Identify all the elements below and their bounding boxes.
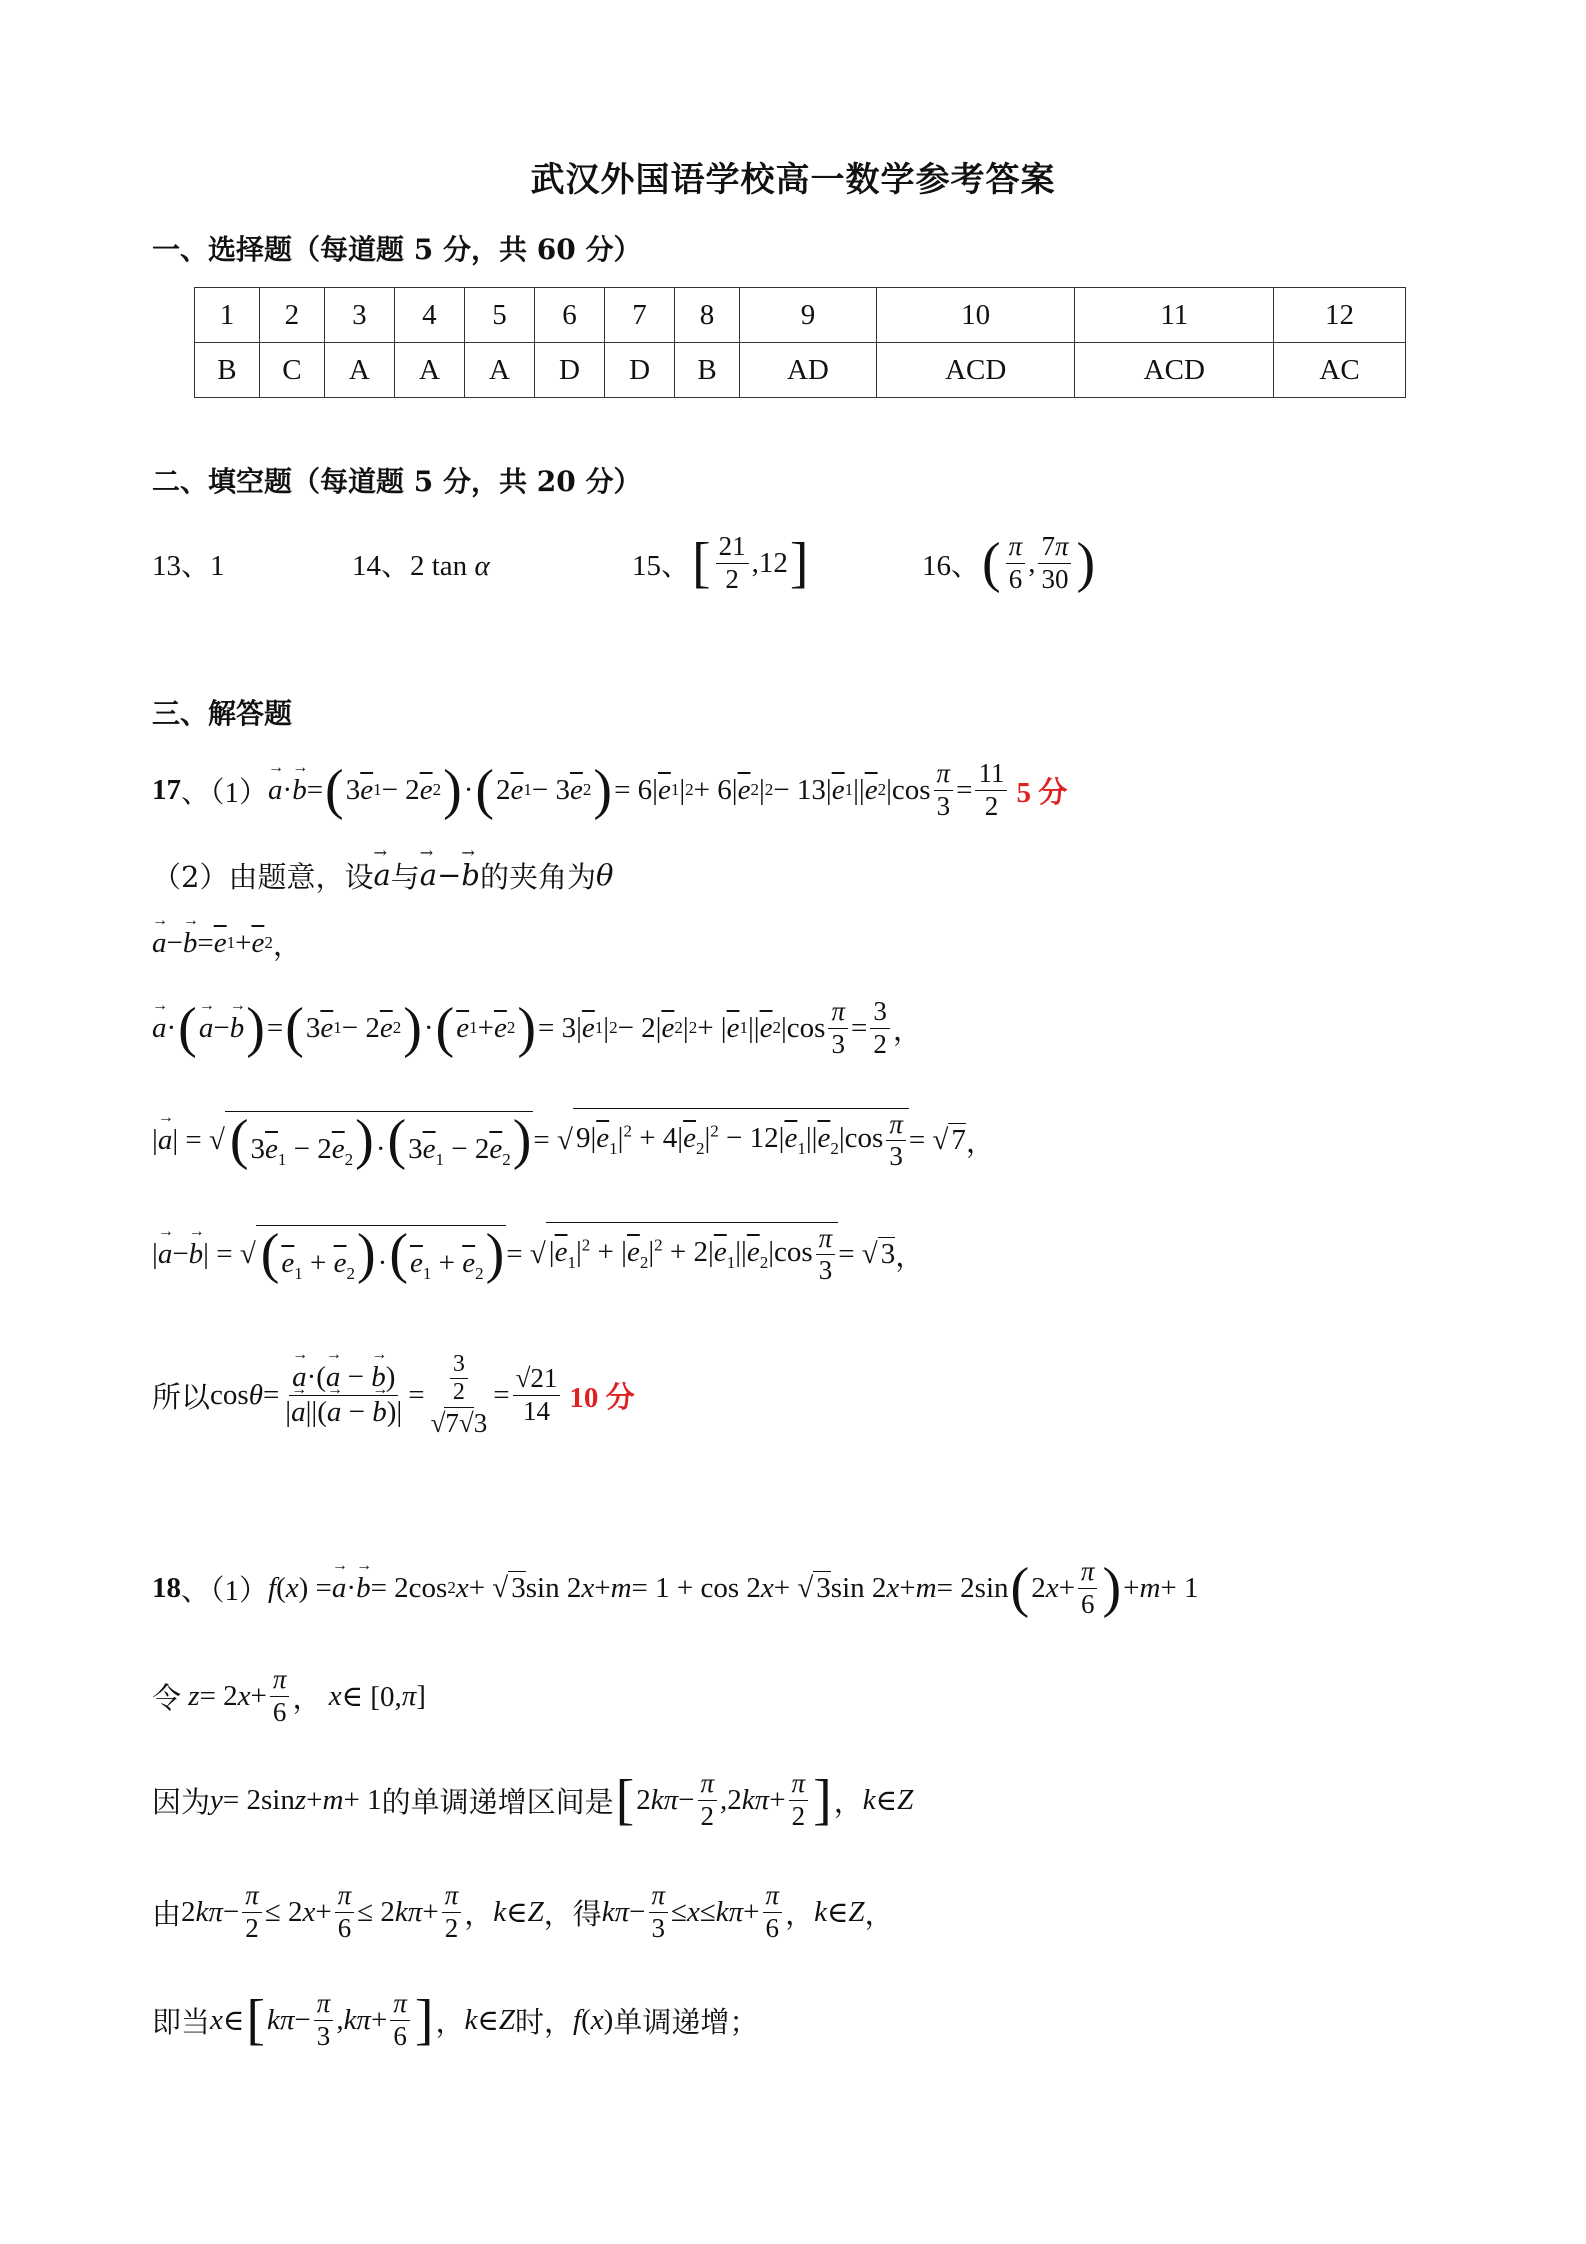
answer-cell: C [259,343,324,398]
q17-part1: 17 、（1） → a · → b = ( 3 $\overline{e}$ 1 − 2 $\overline{e}$ 2 ) · ( 2 $\overline{e}$ 1 − 3 $\overline{e}$ 2 ) = 6| $\overline{e}$ 1 | 2 + 6| $\overline{e}$ 2 | 2 − 13| $\overline{e}$ 1 || $\overline{e}$ 2 |cos $\frac{\pi}{3}$ = $\frac{11}{2}$ 5 分 [152,752,1067,828]
q17-score-10: 10 分 [569,1381,635,1414]
q17-line-norm-a: | → a | = √ $(3\overline{e}_1 - 2\overline{e}_2)\cdot(3\overline{e}_1 - 2\overline{e}_2)$ = √ $9|\overline{e}_1|^2 + 4|\overline{e}_2|^2 - 12|\overline{e}_1||\overline{e}_2|\cos$ $\frac{\pi}{3}$ = √ 7 ， [152,1100,995,1180]
answer-cell: D [534,343,604,398]
q18-part1: 18 、（1） f ( x ) = → a · → b = 2cos 2 x + √ 3 sin 2 x + m = 1 + cos 2 x + √ 3 sin 2 x + m = 2sin ( 2 x + $\frac{\pi}{6}$ ) + m + 1 [152,1548,1199,1628]
answer-cell: AD [740,343,877,398]
q17-score-5: 5 分 [1016,776,1068,809]
question-number-cell: 3 [324,288,394,343]
q18-line-conclusion: 即当 x ∈ [ kπ − $\frac{\pi}{3}$ , kπ + $\frac{\pi}{6}$ ] ， k ∈ Z 时， f ( x ) 单调递增； [152,1988,759,2051]
answer-cell: A [324,343,394,398]
question-number-cell: 10 [876,288,1075,343]
q17-line-cos: 所以 cos θ = → $\frac{a\cdot(\to a - \to b)}{|\to a||(\to a - \to b)|}$ = $\frac{\frac{3}{2}}{√7√3}$ = $\frac{√21}{14}$ 10 分 [152,1330,635,1460]
answer-cell: A [394,343,464,398]
q18-line-sub: 令 z = 2 x + $\frac{\pi}{6}$ ， x ∈ [0, π ] [152,1664,426,1727]
q17-line-diff: → a − → b = $\overline{e}$ 1 + $\overline{e}$ 2 ， [152,918,302,968]
q17-line-norm-diff: | → a − → b | = √ $(\overline{e}_1 + \overline{e}_2)\cdot(\overline{e}_1 + \overline{e}_2)$ = √ $|\overline{e}_1|^2 + |\overline{e}_2|^2 + 2|\overline{e}_1||\overline{e}_2|\cos$ $\frac{\pi}{3}$ = √ 3 ， [152,1214,924,1294]
answer-cell: ACD [1075,343,1274,398]
question-number-cell: 4 [394,288,464,343]
answer-cell: B [195,343,260,398]
question-number-cell: 1 [195,288,260,343]
choice-answer-table [194,287,1406,398]
answer-cell: AC [1274,343,1406,398]
question-number-cell: 7 [605,288,675,343]
question-number-cell: 2 [259,288,324,343]
answer-cell: D [605,343,675,398]
page-title: 武汉外国语学校高一数学参考答案 [530,160,1056,200]
question-number-cell: 12 [1274,288,1406,343]
q14-answer: 14、2 tan α [352,549,490,582]
section-fill-heading: 二、填空题（每道题 5 分，共 20 分） [152,465,642,498]
q16-answer: 16、 ( $\frac{\pi}{6}$ , $\frac{7\pi}{30}$ ) [922,531,1096,594]
question-number-cell: 5 [464,288,534,343]
q17-part2-intro: （2）由题意，设 → a 与 → a − → b 的夹角为 θ [152,850,613,900]
fill-answers [152,528,1097,598]
q15-answer: 15、 [ $\frac{21}{2}$ ,12 ] [632,531,809,594]
section-solution-heading: 三、解答题 [152,697,293,730]
question-number-cell: 8 [675,288,740,343]
question-number-cell: 11 [1075,288,1274,343]
answer-cell: A [464,343,534,398]
q18-line-interval: 因为 y = 2sin z + m + 1 的单调递增区间是 [ 2 kπ − $\frac{\pi}{2}$ ,2 kπ + $\frac{\pi}{2}$ ] ， k ∈ Z [152,1768,914,1831]
question-number-cell: 6 [534,288,604,343]
q13-answer: 13、1 [152,549,225,582]
q18-line-inequality: 由 2 kπ − $\frac{\pi}{2}$ ≤ 2 x + $\frac{\pi}{6}$ ≤ 2 kπ + $\frac{\pi}{2}$ ， k ∈ Z ， 得 kπ − $\frac{\pi}{3}$ ≤ x ≤ kπ + $\frac{\pi}{6}$ ， k ∈ Z ， [152,1880,894,1943]
answer-cell: ACD [876,343,1075,398]
q17-line-dot: → a · ( → a − → b ) = ( 3 $\overline{e}$ 1 − 2 $\overline{e}$ 2 ) · ( $\overline{e}$ 1 + $\overline{e}$ 2 ) = 3| $\overline{e}$ 1 | 2 − 2| $\overline{e}$ 2 | 2 + | $\overline{e}$ 1 || $\overline{e}$ 2 |cos $\frac{\pi}{3}$ = $\frac{3}{2}$ ， [152,990,922,1066]
answer-cell: B [675,343,740,398]
table-row-answers [195,343,1406,398]
section-choice-heading: 一、选择题（每道题 5 分，共 60 分） [152,233,642,266]
question-number-cell: 9 [740,288,877,343]
table-row-numbers [195,288,1406,343]
